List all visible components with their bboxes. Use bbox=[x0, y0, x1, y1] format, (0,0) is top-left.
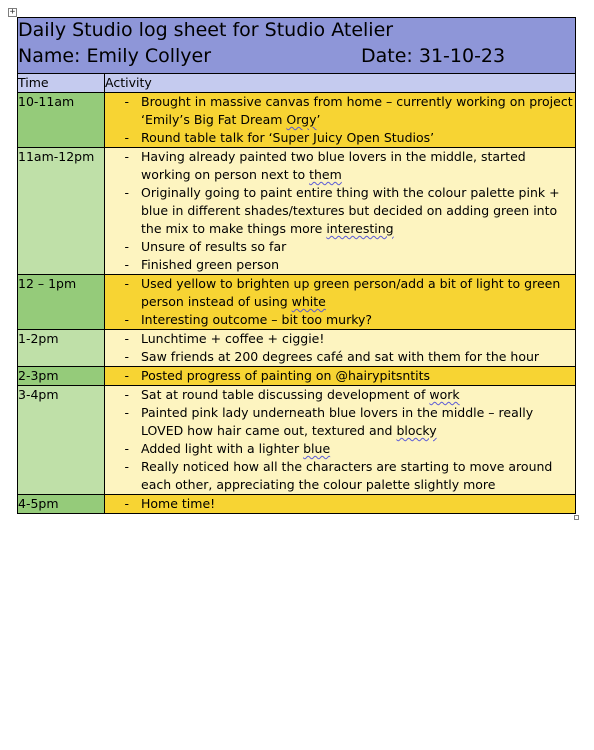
time-cell[interactable]: 12 – 1pm bbox=[18, 275, 105, 330]
text-segment: Lunchtime + coffee + ciggie! bbox=[141, 331, 325, 346]
bullet-dash: - bbox=[124, 185, 129, 200]
list-item bbox=[105, 367, 575, 385]
activity-text bbox=[141, 440, 575, 458]
time-cell[interactable]: 3-4pm bbox=[18, 386, 105, 495]
spellcheck-word: them bbox=[309, 167, 342, 182]
table-row bbox=[18, 386, 576, 495]
spellcheck-word: blue bbox=[303, 441, 331, 456]
table-row bbox=[18, 275, 576, 330]
list-item bbox=[105, 458, 575, 494]
log-date[interactable]: Date: 31-10-23 bbox=[361, 45, 506, 67]
activity-list bbox=[105, 275, 575, 329]
activity-list bbox=[105, 93, 575, 147]
list-item bbox=[105, 311, 575, 329]
activity-text bbox=[141, 311, 575, 329]
text-segment: ’ bbox=[316, 112, 321, 127]
table-row bbox=[18, 93, 576, 148]
spellcheck-word: blocky bbox=[396, 423, 437, 438]
list-item bbox=[105, 386, 575, 404]
activity-text bbox=[141, 495, 575, 513]
text-segment: Really noticed how all the characters are starting to move around each other, appreciating the colour palette slightly more bbox=[141, 459, 553, 492]
bullet-dash: - bbox=[124, 312, 129, 327]
text-segment: Finished green person bbox=[141, 257, 280, 272]
bullet-dash: - bbox=[124, 405, 129, 420]
bullet-dash: - bbox=[124, 387, 129, 402]
bullet-dash: - bbox=[124, 349, 129, 364]
table-move-handle[interactable]: + bbox=[9, 7, 16, 17]
activity-cell[interactable] bbox=[105, 367, 576, 386]
activity-list bbox=[105, 367, 575, 385]
spellcheck-word: Orgy bbox=[286, 112, 317, 127]
activity-cell[interactable] bbox=[105, 386, 576, 495]
activity-text bbox=[141, 148, 575, 184]
activity-cell[interactable] bbox=[105, 495, 576, 514]
list-item bbox=[105, 275, 575, 311]
bullet-dash: - bbox=[124, 257, 129, 272]
list-item bbox=[105, 238, 575, 256]
activity-text bbox=[141, 275, 575, 311]
list-item bbox=[105, 348, 575, 366]
activity-list bbox=[105, 330, 575, 366]
studio-log-table bbox=[17, 17, 576, 514]
activity-text bbox=[141, 330, 575, 348]
spellcheck-word: interesting bbox=[326, 221, 394, 236]
text-segment: Having already painted two blue lovers in the middle, started working on person next to bbox=[141, 149, 526, 182]
bullet-dash: - bbox=[124, 239, 129, 254]
text-segment: Added light with a lighter bbox=[141, 441, 304, 456]
text-segment: Home time! bbox=[141, 496, 216, 511]
activity-text bbox=[141, 238, 575, 256]
artist-name[interactable]: Name: Emily Collyer bbox=[18, 45, 212, 67]
activity-cell[interactable] bbox=[105, 93, 576, 148]
activity-cell[interactable] bbox=[105, 148, 576, 275]
list-item bbox=[105, 256, 575, 274]
bullet-dash: - bbox=[124, 94, 129, 109]
activity-cell[interactable] bbox=[105, 275, 576, 330]
activity-column-header[interactable]: Activity bbox=[105, 74, 576, 93]
time-column-header[interactable]: Time bbox=[18, 74, 105, 93]
text-segment: Posted progress of painting on @hairypitsntits bbox=[141, 368, 431, 383]
table-row bbox=[18, 330, 576, 367]
activity-cell[interactable] bbox=[105, 330, 576, 367]
activity-text bbox=[141, 367, 575, 385]
time-cell[interactable]: 1-2pm bbox=[18, 330, 105, 367]
text-segment: Sat at round table discussing development of bbox=[141, 387, 430, 402]
time-cell[interactable]: 2-3pm bbox=[18, 367, 105, 386]
text-segment: Interesting outcome – bit too murky? bbox=[141, 312, 373, 327]
table-row bbox=[18, 495, 576, 514]
list-item bbox=[105, 330, 575, 348]
activity-list bbox=[105, 495, 575, 513]
bullet-dash: - bbox=[124, 496, 129, 511]
text-segment: Used yellow to brighten up green person/add a bit of light to green person instead of using bbox=[141, 276, 561, 309]
activity-list bbox=[105, 386, 575, 494]
time-cell[interactable]: 10-11am bbox=[18, 93, 105, 148]
table-resize-handle[interactable] bbox=[574, 515, 579, 520]
header-cell bbox=[18, 18, 576, 74]
bullet-dash: - bbox=[124, 331, 129, 346]
list-item bbox=[105, 495, 575, 513]
spellcheck-word: white bbox=[291, 294, 326, 309]
time-cell[interactable]: 11am-12pm bbox=[18, 148, 105, 275]
activity-list bbox=[105, 148, 575, 274]
list-item bbox=[105, 440, 575, 458]
document-title[interactable]: Daily Studio log sheet for Studio Atelier bbox=[18, 19, 394, 41]
activity-text bbox=[141, 458, 575, 494]
text-segment: Painted pink lady underneath blue lovers in the middle – really LOVED how hair came out, textured and bbox=[141, 405, 534, 438]
bullet-dash: - bbox=[124, 441, 129, 456]
list-item bbox=[105, 184, 575, 238]
list-item bbox=[105, 404, 575, 440]
table-row bbox=[18, 367, 576, 386]
table-row bbox=[18, 148, 576, 275]
activity-text bbox=[141, 93, 575, 129]
time-cell[interactable]: 4-5pm bbox=[18, 495, 105, 514]
text-segment: Saw friends at 200 degrees café and sat with them for the hour bbox=[141, 349, 540, 364]
activity-text bbox=[141, 184, 575, 238]
list-item bbox=[105, 148, 575, 184]
text-segment: Originally going to paint entire thing with the colour palette pink + blue in different shades/textures but decided on adding green into the mix to make things more bbox=[141, 185, 560, 236]
spellcheck-word: work bbox=[429, 387, 460, 402]
bullet-dash: - bbox=[124, 368, 129, 383]
activity-text bbox=[141, 129, 575, 147]
activity-text bbox=[141, 404, 575, 440]
activity-text bbox=[141, 348, 575, 366]
activity-text bbox=[141, 386, 575, 404]
list-item bbox=[105, 129, 575, 147]
bullet-dash: - bbox=[124, 130, 129, 145]
text-segment: Brought in massive canvas from home – currently working on project ‘Emily’s Big Fat Dream bbox=[141, 94, 573, 127]
bullet-dash: - bbox=[124, 149, 129, 164]
bullet-dash: - bbox=[124, 459, 129, 474]
text-segment: Unsure of results so far bbox=[141, 239, 287, 254]
bullet-dash: - bbox=[124, 276, 129, 291]
activity-text bbox=[141, 256, 575, 274]
text-segment: Round table talk for ‘Super Juicy Open Studios’ bbox=[141, 130, 435, 145]
list-item bbox=[105, 93, 575, 129]
